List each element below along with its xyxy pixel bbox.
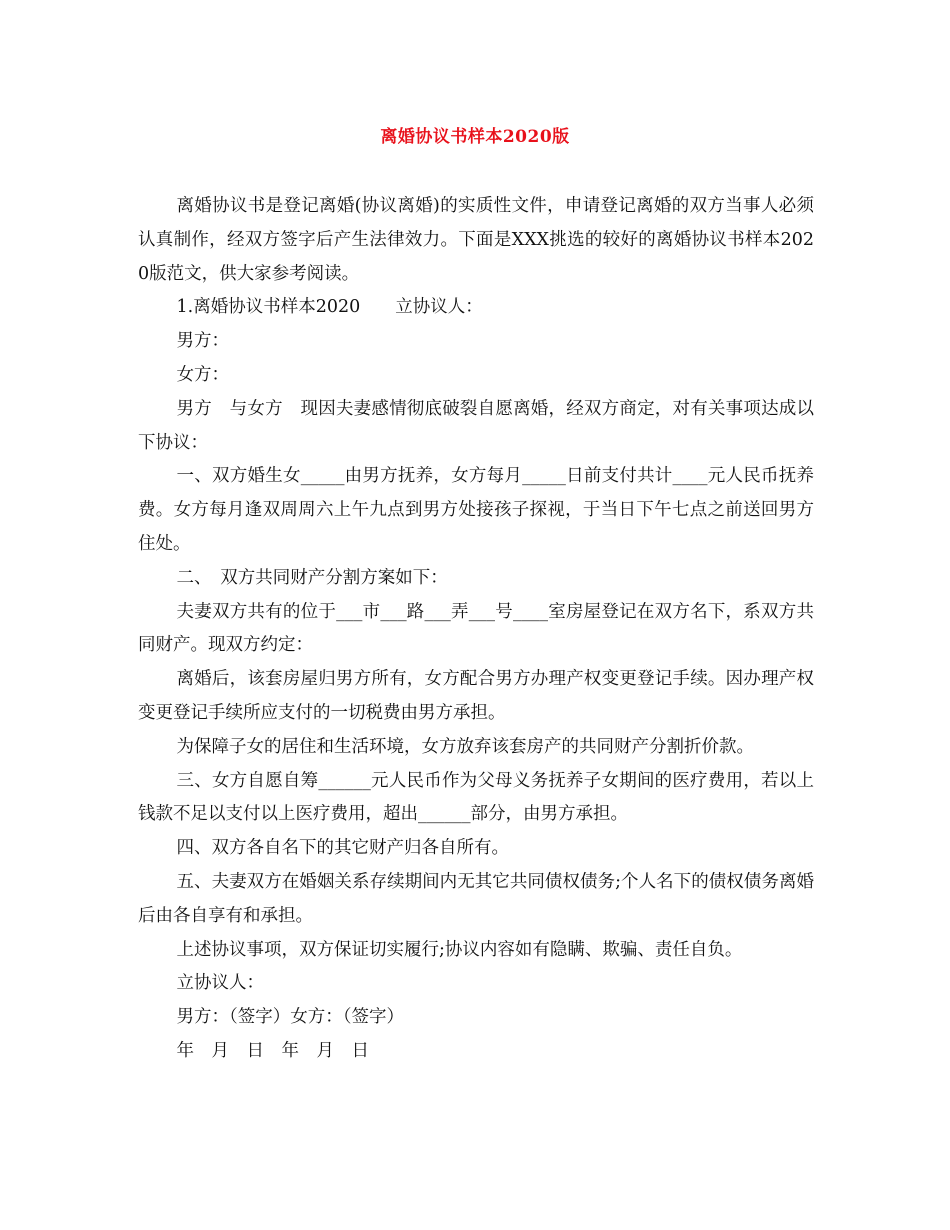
document-title: 离婚协议书样本2020版 [380, 127, 570, 147]
paragraph-clause-2: 二、 双方共同财产分割方案如下： [176, 567, 448, 588]
paragraph-intro: 离婚协议书是登记离婚(协议离婚)的实质性文件，申请登记离婚的双方当事人必须认真制作，经双方签字后产生法律效力。下面是XXX挑选的较好的离婚协议书样本2020版范文，供大家参考阅读。 [138, 196, 814, 284]
paragraph-property: 夫妻双方共有的位于___市___路___弄___号____室房屋登记在双方名下，系双方共同财产。现双方约定： [138, 601, 814, 656]
paragraph-clause-3: 三、女方自愿自筹______元人民币作为父母义务抚养子女期间的医疗费用，若以上钱款不足以支付以上医疗费用，超出______部分，由男方承担。 [138, 770, 814, 825]
paragraph-clause-4: 四、双方各自名下的其它财产归各自所有。 [176, 838, 509, 859]
paragraph-date: 年 月 日 年 月 日 [176, 1040, 369, 1061]
paragraph-clause-5: 五、夫妻双方在婚姻关系存续期间内无其它共同债权债务;个人名下的债权债务离婚后由各自享有和承担。 [138, 871, 814, 926]
paragraph-property-waiver: 为保障子女的居住和生活环境，女方放弃该套房产的共同财产分割折价款。 [176, 736, 754, 757]
paragraph-clause-1: 一、双方婚生女_____由男方抚养，女方每月_____日前支付共计____元人民币抚养费。女方每月逢双周周六上午九点到男方处接孩子探视，于当日下午七点之前送回男方住处。 [138, 466, 814, 554]
paragraph-section-heading: 1.离婚协议书样本2020 立协议人： [176, 297, 483, 318]
paragraph-female-party: 女方： [176, 364, 229, 385]
paragraph-signatories: 立协议人： [176, 973, 264, 994]
paragraph-male-party: 男方： [176, 331, 229, 352]
paragraph-signatures: 男方：（签字）女方：（签字） [176, 1007, 404, 1028]
paragraph-property-after: 离婚后，该套房屋归男方所有，女方配合男方办理产权变更登记手续。因办理产权变更登记手续所应支付的一切税费由男方承担。 [138, 669, 814, 723]
document-body [138, 190, 814, 1069]
paragraph-preamble: 男方 与女方 现因夫妻感情彻底破裂自愿离婚，经双方商定，对有关事项达成以下协议： [138, 398, 814, 453]
paragraph-guarantee: 上述协议事项，双方保证切实履行;协议内容如有隐瞒、欺骗、责任自负。 [176, 939, 743, 960]
